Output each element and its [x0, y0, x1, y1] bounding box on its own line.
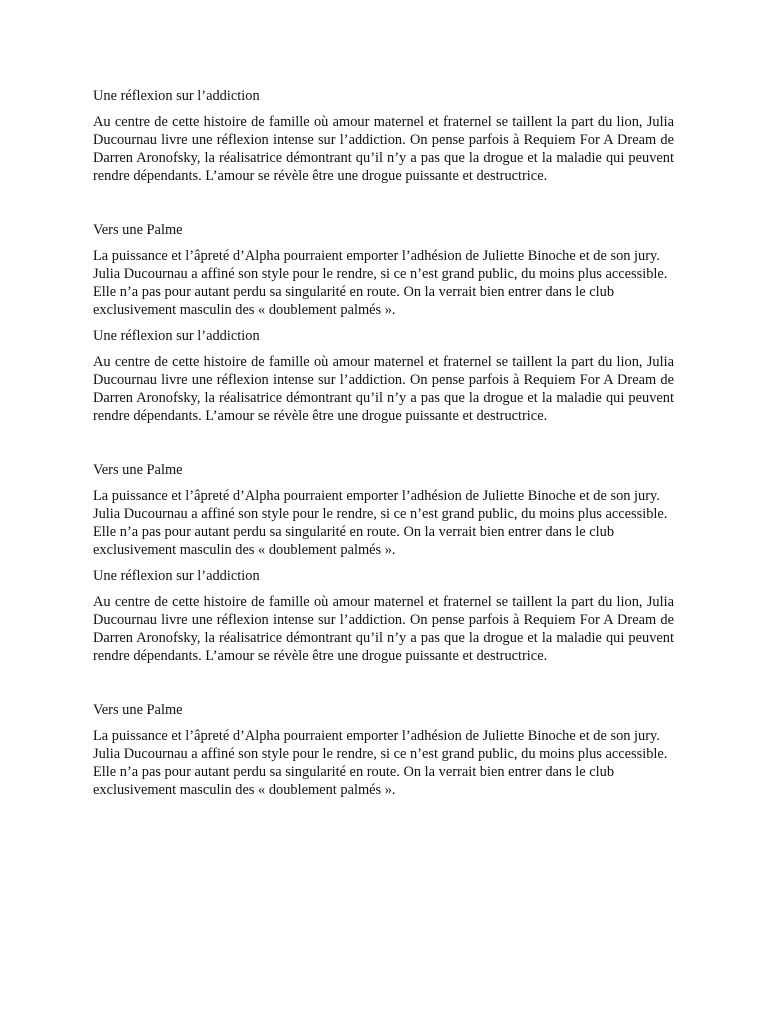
- section-heading: Vers une Palme: [93, 222, 183, 238]
- section-addiction-2: [93, 327, 674, 425]
- section-spacer: [93, 319, 674, 327]
- section-heading: Une réflexion sur l’addiction: [93, 328, 260, 344]
- section-body: Au centre de cette histoire de famille où amour maternel et fraternel se taillent la part du lion, Julia Ducournau livre une réflexion intense sur l’addiction. On pense parfois à Requiem For A Dream de Darren Aronofsky, la réalisatrice démontrant qu’il n’y a pas que la drogue et la maladie qui peuvent rendre dépendants. L’amour se révèle être une drogue puissante et destructrice.: [93, 594, 674, 664]
- section-heading: Vers une Palme: [93, 702, 183, 718]
- section-body: La puissance et l’âpreté d’Alpha pourraient emporter l’adhésion de Juliette Binoche et de son jury. Julia Ducournau a affiné son style pour le rendre, si ce n’est grand public, du moins plus accessible. Elle n’a pas pour autant perdu sa singularité en route. On la verrait bien entrer dans le club exclusivement masculin des « doublement palmés ».: [93, 728, 668, 798]
- section-spacer: [93, 425, 674, 461]
- section-body: Au centre de cette histoire de famille où amour maternel et fraternel se taillent la part du lion, Julia Ducournau livre une réflexion intense sur l’addiction. On pense parfois à Requiem For A Dream de Darren Aronofsky, la réalisatrice démontrant qu’il n’y a pas que la drogue et la maladie qui peuvent rendre dépendants. L’amour se révèle être une drogue puissante et destructrice.: [93, 354, 674, 424]
- section-palme-3: [93, 701, 674, 799]
- section-spacer: [93, 665, 674, 701]
- section-addiction-3: [93, 567, 674, 665]
- section-body: La puissance et l’âpreté d’Alpha pourraient emporter l’adhésion de Juliette Binoche et de son jury. Julia Ducournau a affiné son style pour le rendre, si ce n’est grand public, du moins plus accessible. Elle n’a pas pour autant perdu sa singularité en route. On la verrait bien entrer dans le club exclusivement masculin des « doublement palmés ».: [93, 248, 668, 318]
- section-body: La puissance et l’âpreté d’Alpha pourraient emporter l’adhésion de Juliette Binoche et de son jury. Julia Ducournau a affiné son style pour le rendre, si ce n’est grand public, du moins plus accessible. Elle n’a pas pour autant perdu sa singularité en route. On la verrait bien entrer dans le club exclusivement masculin des « doublement palmés ».: [93, 488, 668, 558]
- document-page: [93, 87, 674, 799]
- section-palme-2: [93, 461, 674, 559]
- section-spacer: [93, 185, 674, 221]
- section-heading: Vers une Palme: [93, 462, 183, 478]
- section-spacer: [93, 559, 674, 567]
- section-addiction-1: [93, 87, 674, 185]
- section-palme-1: [93, 221, 674, 319]
- section-heading: Une réflexion sur l’addiction: [93, 568, 260, 584]
- section-heading: Une réflexion sur l’addiction: [93, 88, 260, 104]
- section-body: Au centre de cette histoire de famille où amour maternel et fraternel se taillent la part du lion, Julia Ducournau livre une réflexion intense sur l’addiction. On pense parfois à Requiem For A Dream de Darren Aronofsky, la réalisatrice démontrant qu’il n’y a pas que la drogue et la maladie qui peuvent rendre dépendants. L’amour se révèle être une drogue puissante et destructrice.: [93, 114, 674, 184]
